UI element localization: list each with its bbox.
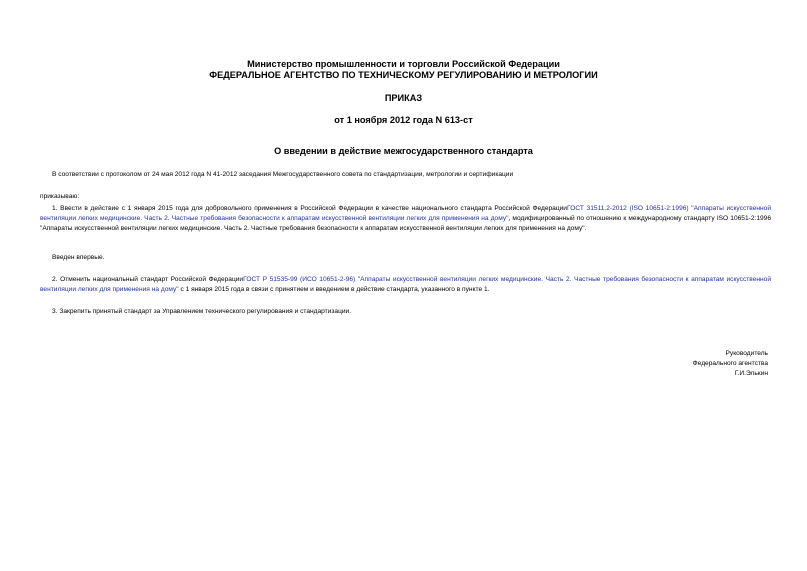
document-date: от 1 ноября 2012 года N 613-ст [334, 115, 473, 125]
intro-paragraph: В соответствии с протоколом от 24 мая 2012 года N 41-2012 заседания Межгосударственного совета по стандартизации, метрологии и сертификации [52, 171, 514, 178]
ministry-name: Министерство промышленности и торговли Российской Федерации [247, 59, 560, 69]
gost-r-51535-link[interactable]: ГОСТ Р 51535-99 (ИСО 10651-2-96) "Аппараты искусственной вентиляции легких медицинские. Часть 2. Частные требования безопасности к аппаратам искусственной вентиляции легких для применения на дому" [40, 276, 771, 294]
document-title: О введении в действие межгосударственного стандарта [274, 146, 533, 156]
introduced-first-note: Введен впервые. [52, 254, 105, 261]
paragraph-3: 3. Закрепить принятый стандарт за Управлением технического регулирования и стандартизации. [52, 308, 352, 315]
paragraph-1 [40, 204, 771, 235]
paragraph-2-text-a: 2. Отменить национальный стандарт Российской Федерации [52, 276, 244, 283]
signature-name: Г.И.Элькин [734, 370, 768, 377]
paragraph-2-text-b: с 1 января 2015 года в связи с принятием и введением в действие стандарта, указанного в пункте 1. [178, 286, 490, 294]
paragraph-2 [40, 275, 771, 295]
paragraph-1-text-b: , модифицированный по отношению к международному стандарту ISO 10651-2:1996 "Аппараты искусственной вентиляции легких медицинские. Часть 2. Частные требования безопасности к аппаратам искусственной вентиляции легких для применения на дому". [40, 215, 771, 233]
paragraph-1-text-a: 1. Ввести в действие с 1 января 2015 года для добровольного применения в Российской Федерации в качестве национального стандарта Российской Федерации [52, 205, 567, 212]
agency-name: ФЕДЕРАЛЬНОЕ АГЕНТСТВО ПО ТЕХНИЧЕСКОМУ РЕГУЛИРОВАНИЮ И МЕТРОЛОГИИ [209, 70, 598, 80]
order-word: приказываю: [40, 193, 80, 200]
signature-position: Руководитель [725, 350, 768, 357]
gost-31511-link[interactable]: ГОСТ 31511.2-2012 (ISO 10651-2:1996) "Аппараты искусственной вентиляции легких медицинские. Часть 2. Частные требования безопасности к аппаратам искусственной вентиляции легких для применения на дому" [40, 205, 771, 223]
signature-organization: Федерального агентства [692, 360, 768, 367]
document-type: ПРИКАЗ [384, 93, 423, 103]
